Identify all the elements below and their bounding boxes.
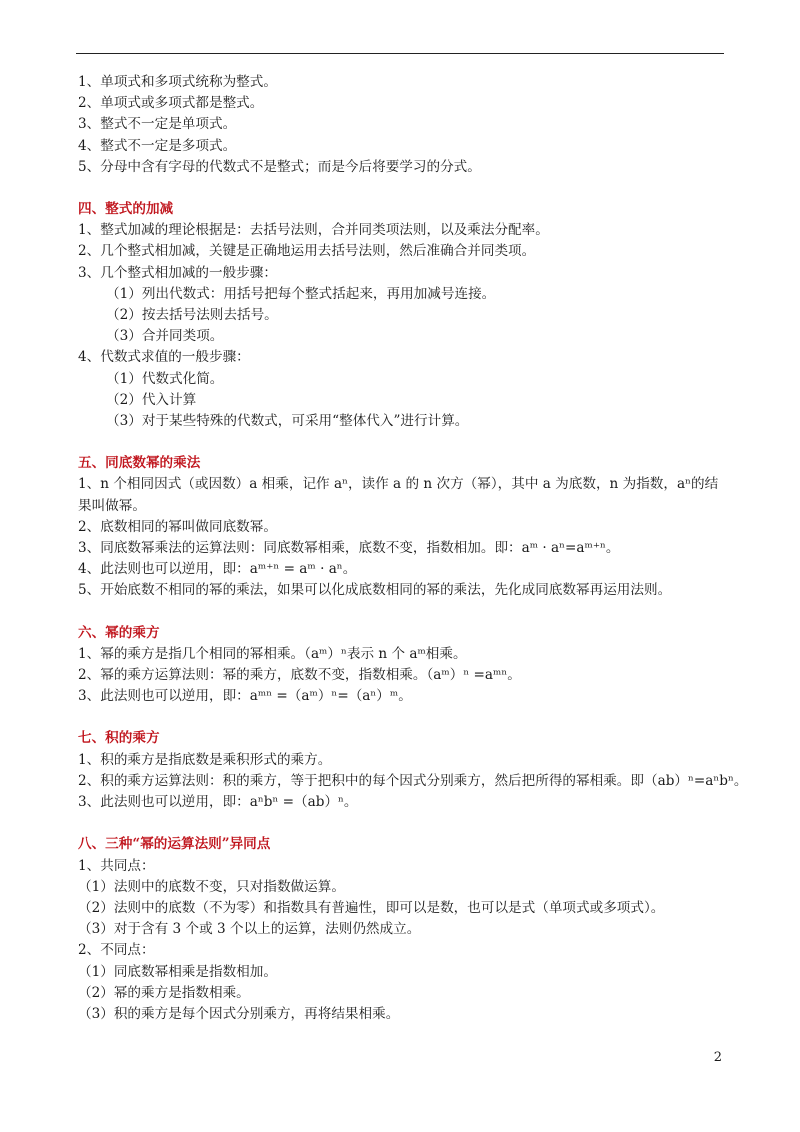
section-8-item-2-point-3: （3）积的乘方是每个因式分别乘方，再将结果相乘。 xyxy=(78,1005,400,1022)
section-5 xyxy=(78,453,728,601)
section-6-heading: 六、幂的乘方 xyxy=(78,624,160,641)
intro-item-3: 3、整式不一定是单项式。 xyxy=(78,116,237,133)
intro-item-4: 4、整式不一定是多项式。 xyxy=(78,137,237,154)
section-7-item-3: 3、此法则也可以逆用，即：aⁿbⁿ =（ab）ⁿ。 xyxy=(78,794,358,811)
section-4-heading: 四、整式的加减 xyxy=(78,201,174,218)
section-7 xyxy=(78,728,748,813)
section-5-item-3: 3、同底数幂乘法的运算法则：同底数幂相乘，底数不变，指数相加。即：aᵐ · aⁿ=aᵐ⁺ⁿ。 xyxy=(78,540,620,557)
section-8-item-1-point-2: （2）法则中的底数（不为零）和指数具有普遍性，即可以是数，也可以是式（单项式或多项式）。 xyxy=(78,899,665,916)
page-number: 2 xyxy=(713,1050,722,1065)
section-8-heading: 八、三种“幂的运算法则”异同点 xyxy=(78,836,271,853)
section-7-item-1: 1、积的乘方是指底数是乘积形式的乘方。 xyxy=(78,751,332,768)
section-4-item-3-step-3: （3）合并同类项。 xyxy=(106,328,224,345)
section-4-item-4-step-2: （2）代入计算 xyxy=(106,391,197,408)
section-7-heading: 七、积的乘方 xyxy=(78,730,160,747)
section-4-item-4-step-1: （1）代数式化简。 xyxy=(106,370,224,387)
section-5-item-4: 4、此法则也可以逆用，即：aᵐ⁺ⁿ = aᵐ · aⁿ。 xyxy=(78,561,357,578)
section-8 xyxy=(78,834,728,1025)
intro-item-2: 2、单项式或多项式都是整式。 xyxy=(78,95,264,112)
section-8-item-2-point-1: （1）同底数幂相乘是指数相加。 xyxy=(78,963,277,980)
header-rule xyxy=(76,53,724,54)
section-5-item-2: 2、底数相同的幂叫做同底数幂。 xyxy=(78,518,277,535)
section-4-item-2: 2、几个整式相加减，关键是正确地运用去括号法则，然后准确合并同类项。 xyxy=(78,243,536,260)
section-8-item-2-point-2: （2）幂的乘方是指数相乘。 xyxy=(78,984,250,1001)
section-4-item-3-step-1: （1）列出代数式：用括号把每个整式括起来，再用加减号连接。 xyxy=(106,285,496,302)
section-7-item-2: 2、积的乘方运算法则：积的乘方，等于把积中的每个因式分别乘方，然后把所得的幂相乘。即（ab）ⁿ=aⁿbⁿ。 xyxy=(78,772,748,789)
section-4-item-4: 4、代数式求值的一般步骤： xyxy=(78,349,250,366)
section-4-item-4-step-3: （3）对于某些特殊的代数式，可采用“整体代入”进行计算。 xyxy=(106,413,469,430)
section-4 xyxy=(78,199,728,432)
section-6-item-3: 3、此法则也可以逆用，即：aᵐⁿ =（aᵐ）ⁿ=（aⁿ）ᵐ。 xyxy=(78,688,412,705)
section-6 xyxy=(78,623,728,708)
section-8-item-1-point-3: （3）对于含有 3 个或 3 个以上的运算，法则仍然成立。 xyxy=(78,921,421,938)
section-6-item-1: 1、幂的乘方是指几个相同的幂相乘。（aᵐ）ⁿ表示 n 个 aᵐ相乘。 xyxy=(78,645,467,662)
section-4-item-3-step-2: （2）按去括号法则去括号。 xyxy=(106,307,278,324)
section-8-item-1: 1、共同点： xyxy=(78,857,155,874)
section-5-heading: 五、同底数幂的乘法 xyxy=(78,455,201,472)
section-5-item-5: 5、开始底数不相同的幂的乘法，如果可以化成底数相同的幂的乘法，先化成同底数幂再运用法则。 xyxy=(78,582,672,599)
section-8-item-1-point-1: （1）法则中的底数不变，只对指数做运算。 xyxy=(78,878,345,895)
intro-item-5: 5、分母中含有字母的代数式不是整式；而是今后将要学习的分式。 xyxy=(78,158,481,175)
section-8-item-2: 2、不同点： xyxy=(78,942,155,959)
intro-list xyxy=(78,72,728,178)
section-4-item-3: 3、几个整式相加减的一般步骤： xyxy=(78,264,277,281)
section-6-item-2: 2、幂的乘方运算法则：幂的乘方，底数不变，指数相乘。（aᵐ）ⁿ =aᵐⁿ。 xyxy=(78,667,521,684)
section-5-item-1: 1、n 个相同因式（或因数）a 相乘，记作 aⁿ，读作 a 的 n 次方（幂），其中 a 为底数，n 为指数，aⁿ的结果叫做幂。 xyxy=(78,476,719,514)
document-body xyxy=(78,72,748,1025)
intro-item-1: 1、单项式和多项式统称为整式。 xyxy=(78,74,277,90)
section-4-item-1: 1、整式加减的理论根据是：去括号法则，合并同类项法则，以及乘法分配率。 xyxy=(78,222,549,239)
